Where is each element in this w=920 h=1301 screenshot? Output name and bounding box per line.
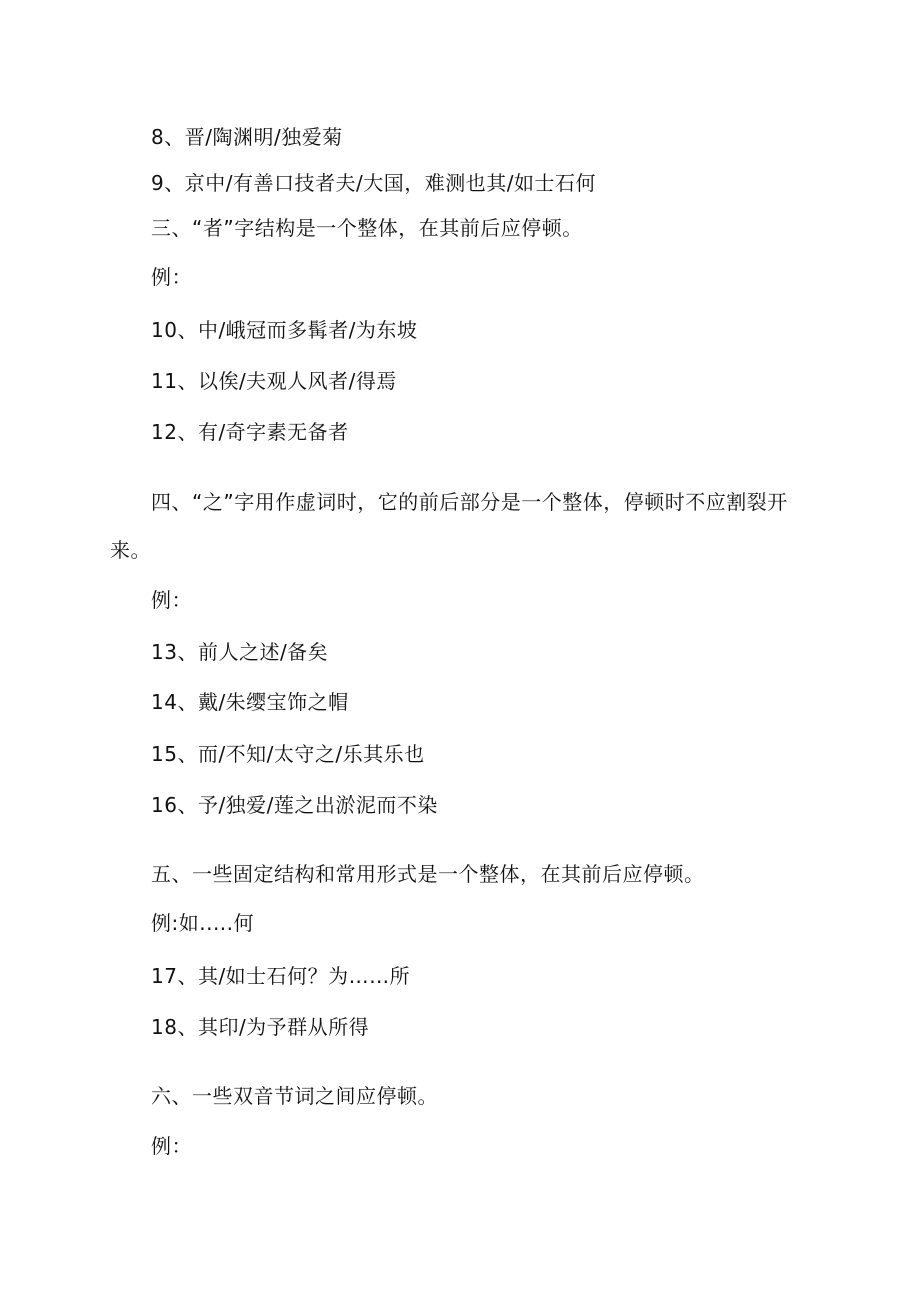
section-heading-5: 五、一些固定结构和常用形式是一个整体，在其前后应停顿。 — [151, 862, 705, 886]
example-line-16: 16、予/独爱/莲之出淤泥而不染 — [151, 793, 438, 817]
section-heading-3: 三、“者”字结构是一个整体，在其前后应停顿。 — [151, 216, 583, 240]
section-heading-4-continued: 来。 — [110, 538, 151, 562]
example-line-15: 15、而/不知/太守之/乐其乐也 — [151, 742, 425, 766]
section-heading-4: 四、“之”字用作虚词时，它的前后部分是一个整体，停顿时不应割裂开 — [151, 490, 788, 514]
example-label: 例： — [151, 1134, 192, 1158]
section-heading-6: 六、一些双音节词之间应停顿。 — [151, 1084, 438, 1108]
example-line-18: 18、其印/为予群从所得 — [151, 1015, 370, 1039]
example-label: 例： — [151, 588, 192, 612]
example-line-12: 12、有/奇字素无备者 — [151, 420, 349, 444]
example-label: 例:如.....何 — [151, 911, 255, 935]
example-label: 例： — [151, 265, 192, 289]
example-line-8: 8、晋/陶渊明/独爱菊 — [151, 125, 343, 149]
example-line-13: 13、前人之述/备矣 — [151, 640, 329, 664]
example-line-9: 9、京中/有善口技者夫/大国，难测也其/如士石何 — [151, 171, 596, 195]
example-line-10: 10、中/峨冠而多髯者/为东坡 — [151, 318, 418, 342]
example-line-17: 17、其/如士石何？为……所 — [151, 964, 411, 988]
example-line-14: 14、戴/朱缨宝饰之帽 — [151, 690, 349, 714]
example-line-11: 11、以俟/夫观人风者/得焉 — [151, 369, 397, 393]
